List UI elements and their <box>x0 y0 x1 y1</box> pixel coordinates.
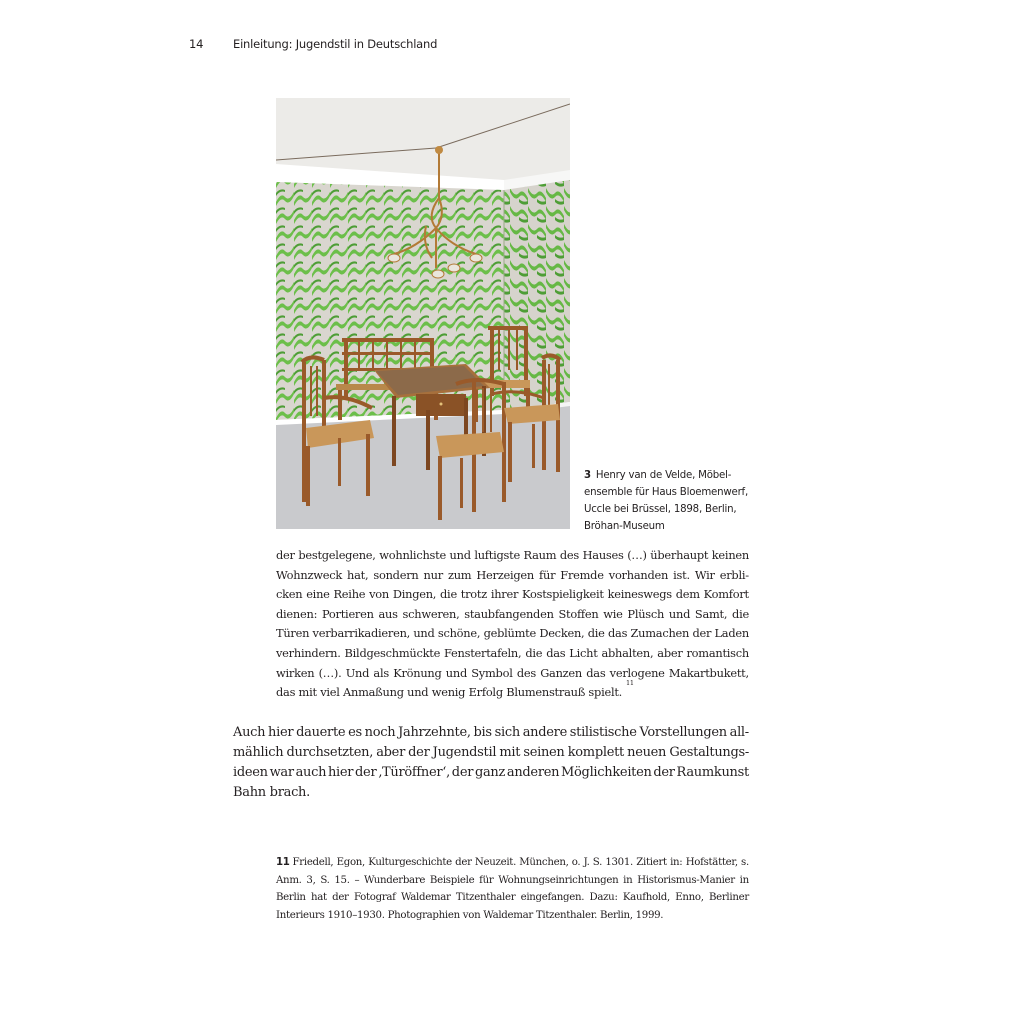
word: Türen <box>276 626 310 641</box>
word: aber <box>657 645 683 660</box>
word: mit <box>499 745 521 760</box>
word: Anm. <box>276 874 302 886</box>
footnote-line <box>276 889 749 907</box>
word: München, <box>519 857 569 868</box>
word: Zitiert <box>636 857 667 868</box>
word: die <box>525 645 543 660</box>
word: hat <box>310 892 327 903</box>
caption-line: Uccle bei Brüssel, 1898, Berlin, <box>584 504 737 515</box>
quote-line: das mit viel Anmaßung und wenig Erfolg Blumenstrauß spielt. 11 <box>276 683 749 703</box>
footnote-line <box>276 854 749 872</box>
word: eingefangen. <box>520 892 585 903</box>
word: ideen <box>233 765 268 780</box>
word: Decken, <box>539 626 585 641</box>
word: und <box>413 626 435 641</box>
word: Wunderbare <box>364 874 426 886</box>
word: – <box>354 874 360 886</box>
word: das <box>607 626 628 641</box>
word: schweren, <box>402 606 460 621</box>
word: bestgelegene, <box>298 548 376 562</box>
word: ist. <box>673 567 690 582</box>
word: in <box>623 874 633 886</box>
word: verlogene <box>609 665 665 680</box>
running-header <box>189 37 437 51</box>
caption-line: ensemble für Haus Bloemenwerf, <box>584 487 748 498</box>
word: für <box>539 567 556 582</box>
word: Beispiele <box>429 874 475 886</box>
word: Und <box>345 665 370 680</box>
word: es <box>348 725 362 740</box>
word: schöne, <box>437 626 481 641</box>
word: der <box>355 765 377 780</box>
word: aber <box>376 745 405 760</box>
quote-line <box>276 605 749 625</box>
word: und <box>445 665 468 680</box>
quote-line <box>276 644 749 664</box>
body-paragraph <box>233 723 749 803</box>
quote-line <box>276 664 749 684</box>
word: Symbol <box>471 665 513 680</box>
word: ganz <box>474 765 506 780</box>
word: Portieren <box>321 606 374 621</box>
word: Enno, <box>675 892 704 903</box>
word: S. <box>592 857 603 868</box>
word: für <box>479 874 494 886</box>
word: dauerte <box>296 725 346 740</box>
word: 1301. <box>605 857 633 868</box>
caption-line: 3 Henry van de Velde, Möbel- <box>584 470 732 481</box>
word: Kaufhold, <box>622 892 670 903</box>
figure-caption <box>584 467 764 535</box>
word: bis <box>473 725 492 740</box>
word: andere <box>522 725 567 740</box>
word: verhindern. <box>276 645 341 660</box>
paragraph-line <box>233 743 749 763</box>
word: Bildgeschmückte <box>344 645 441 660</box>
word: Plüsch <box>627 606 665 621</box>
word: mählich <box>233 745 284 760</box>
word: o. <box>571 857 581 868</box>
word: in: <box>670 857 683 868</box>
block-quote <box>276 546 749 703</box>
word: all- <box>729 725 749 740</box>
word: Neuzeit. <box>474 857 517 868</box>
word: ‚Türöffner‘, <box>378 765 450 780</box>
word: luftigste <box>474 548 520 562</box>
wallpaper-right <box>504 180 570 410</box>
word: der <box>408 745 430 760</box>
word: Samt, <box>694 606 728 621</box>
word: Kostspieligkeit <box>522 587 604 602</box>
word: Wohnzweck <box>276 567 342 582</box>
word: ihrer <box>490 587 519 602</box>
word: vorhanden <box>608 567 669 582</box>
quote-line <box>276 624 749 644</box>
word: Raumkunst <box>676 765 749 780</box>
word: Egon, <box>336 857 366 868</box>
word: nur <box>423 567 443 582</box>
word: war <box>269 765 294 780</box>
word: Wir <box>694 567 715 582</box>
footnote <box>276 854 749 924</box>
word: Herzeigen <box>476 567 534 582</box>
word: dem <box>675 587 700 602</box>
word: Dazu: <box>589 892 618 903</box>
word: Fremde <box>560 567 604 582</box>
word: Wohnungseinrichtungen <box>498 874 619 886</box>
word: Raum <box>523 548 557 562</box>
word: aus <box>378 606 398 621</box>
word: Zumachen <box>630 626 690 641</box>
word: der <box>455 857 472 868</box>
word: der <box>332 892 349 903</box>
word: 15. <box>334 874 350 886</box>
word: J. <box>583 857 590 868</box>
word: hat, <box>347 567 369 582</box>
word: romantisch <box>686 645 749 660</box>
word: keineswegs <box>607 587 672 602</box>
word: S. <box>320 874 330 886</box>
word: komplett <box>567 745 624 760</box>
paragraph-line <box>233 763 749 783</box>
word: keinen <box>711 548 749 562</box>
footnote-number: 11 <box>276 857 290 868</box>
word: der <box>653 765 675 780</box>
word: Berliner <box>708 892 749 903</box>
word: des <box>516 665 536 680</box>
word: sich <box>494 725 520 740</box>
word: hier <box>268 725 294 740</box>
word: Gestaltungs- <box>669 745 749 760</box>
figure-photo <box>276 98 570 529</box>
footnote-line <box>276 872 749 890</box>
word: Historismus-Manier <box>637 874 735 886</box>
word: Jahrzehnte, <box>398 725 471 740</box>
word: Jugendstil <box>432 745 497 760</box>
word: Komfort <box>703 587 749 602</box>
footnote-reference[interactable]: 11 <box>626 679 634 688</box>
word: noch <box>364 725 396 740</box>
quote-line <box>276 546 749 566</box>
word: (…) <box>627 548 647 562</box>
word: in <box>739 874 749 886</box>
word: Hofstätter, <box>685 857 738 868</box>
word: geblümte <box>483 626 536 641</box>
word: Auch <box>233 725 266 740</box>
furniture-ensemble-illustration <box>276 98 570 529</box>
word: das <box>586 665 606 680</box>
page-number: 14 <box>189 37 204 51</box>
word: durchsetzten, <box>286 745 374 760</box>
word: stilistische <box>569 725 637 740</box>
word: Licht <box>569 645 598 660</box>
word: überhaupt <box>650 548 709 562</box>
word: Krönung <box>393 665 442 680</box>
word: dienen: <box>276 606 318 621</box>
word: verbarrikadieren, <box>312 626 411 641</box>
word: Hauses <box>582 548 624 562</box>
word: das <box>546 645 566 660</box>
word: als <box>373 665 389 680</box>
quote-line <box>276 585 749 605</box>
word: trotz <box>460 587 487 602</box>
word: anderen <box>506 765 560 780</box>
word: Laden <box>714 626 749 641</box>
word: Reihe <box>333 587 366 602</box>
caption-line: Bröhan-Museum <box>584 521 665 532</box>
word: Kulturgeschichte <box>368 857 452 868</box>
word: cken <box>276 587 303 602</box>
word: eine <box>306 587 330 602</box>
word: und <box>668 606 691 621</box>
word: 3, <box>306 874 316 886</box>
word: Vorstellungen <box>639 725 727 740</box>
quote-line <box>276 566 749 586</box>
word: sondern <box>373 567 419 582</box>
running-title: Einleitung: Jugendstil in Deutschland <box>233 37 438 51</box>
word: wirken <box>276 665 315 680</box>
floor <box>276 406 570 529</box>
word: zum <box>447 567 472 582</box>
paragraph-line: Bahn brach. <box>233 785 310 800</box>
word: wohnlichste <box>379 548 446 562</box>
word: Fenstertafeln, <box>444 645 522 660</box>
word: wie <box>603 606 623 621</box>
word: der <box>692 626 712 641</box>
paragraph-line <box>233 723 749 743</box>
word: hier <box>327 765 354 780</box>
footnote-line: Interieurs 1910–1930. Photographien von Waldemar Titzenthaler. Berlin, 1999. <box>276 909 664 921</box>
word: Makartbukett, <box>668 665 749 680</box>
word: Waldemar <box>400 892 451 903</box>
word: die <box>440 587 457 602</box>
word: auch <box>295 765 327 780</box>
word: abhalten, <box>601 645 654 660</box>
word: 11 Friedell, <box>276 857 334 868</box>
word: Berlin <box>276 892 306 903</box>
word: neuen <box>627 745 667 760</box>
word: Dingen, <box>392 587 437 602</box>
word: seinen <box>523 745 565 760</box>
word: Fotograf <box>353 892 396 903</box>
word: und <box>449 548 471 562</box>
word: s. <box>741 857 749 868</box>
caption-number: 3 <box>584 470 591 481</box>
word: (…). <box>318 665 342 680</box>
word: der <box>451 765 474 780</box>
word: die <box>587 626 605 641</box>
word: Möglichkeiten <box>561 765 652 780</box>
word: des <box>559 548 580 562</box>
word: Titzenthaler <box>455 892 516 903</box>
word: erbli- <box>719 567 749 582</box>
word: von <box>369 587 389 602</box>
word: der <box>276 548 295 562</box>
word: staubfangenden <box>464 606 554 621</box>
word: die <box>732 606 749 621</box>
word: Ganzen <box>540 665 583 680</box>
word: Stoffen <box>558 606 599 621</box>
